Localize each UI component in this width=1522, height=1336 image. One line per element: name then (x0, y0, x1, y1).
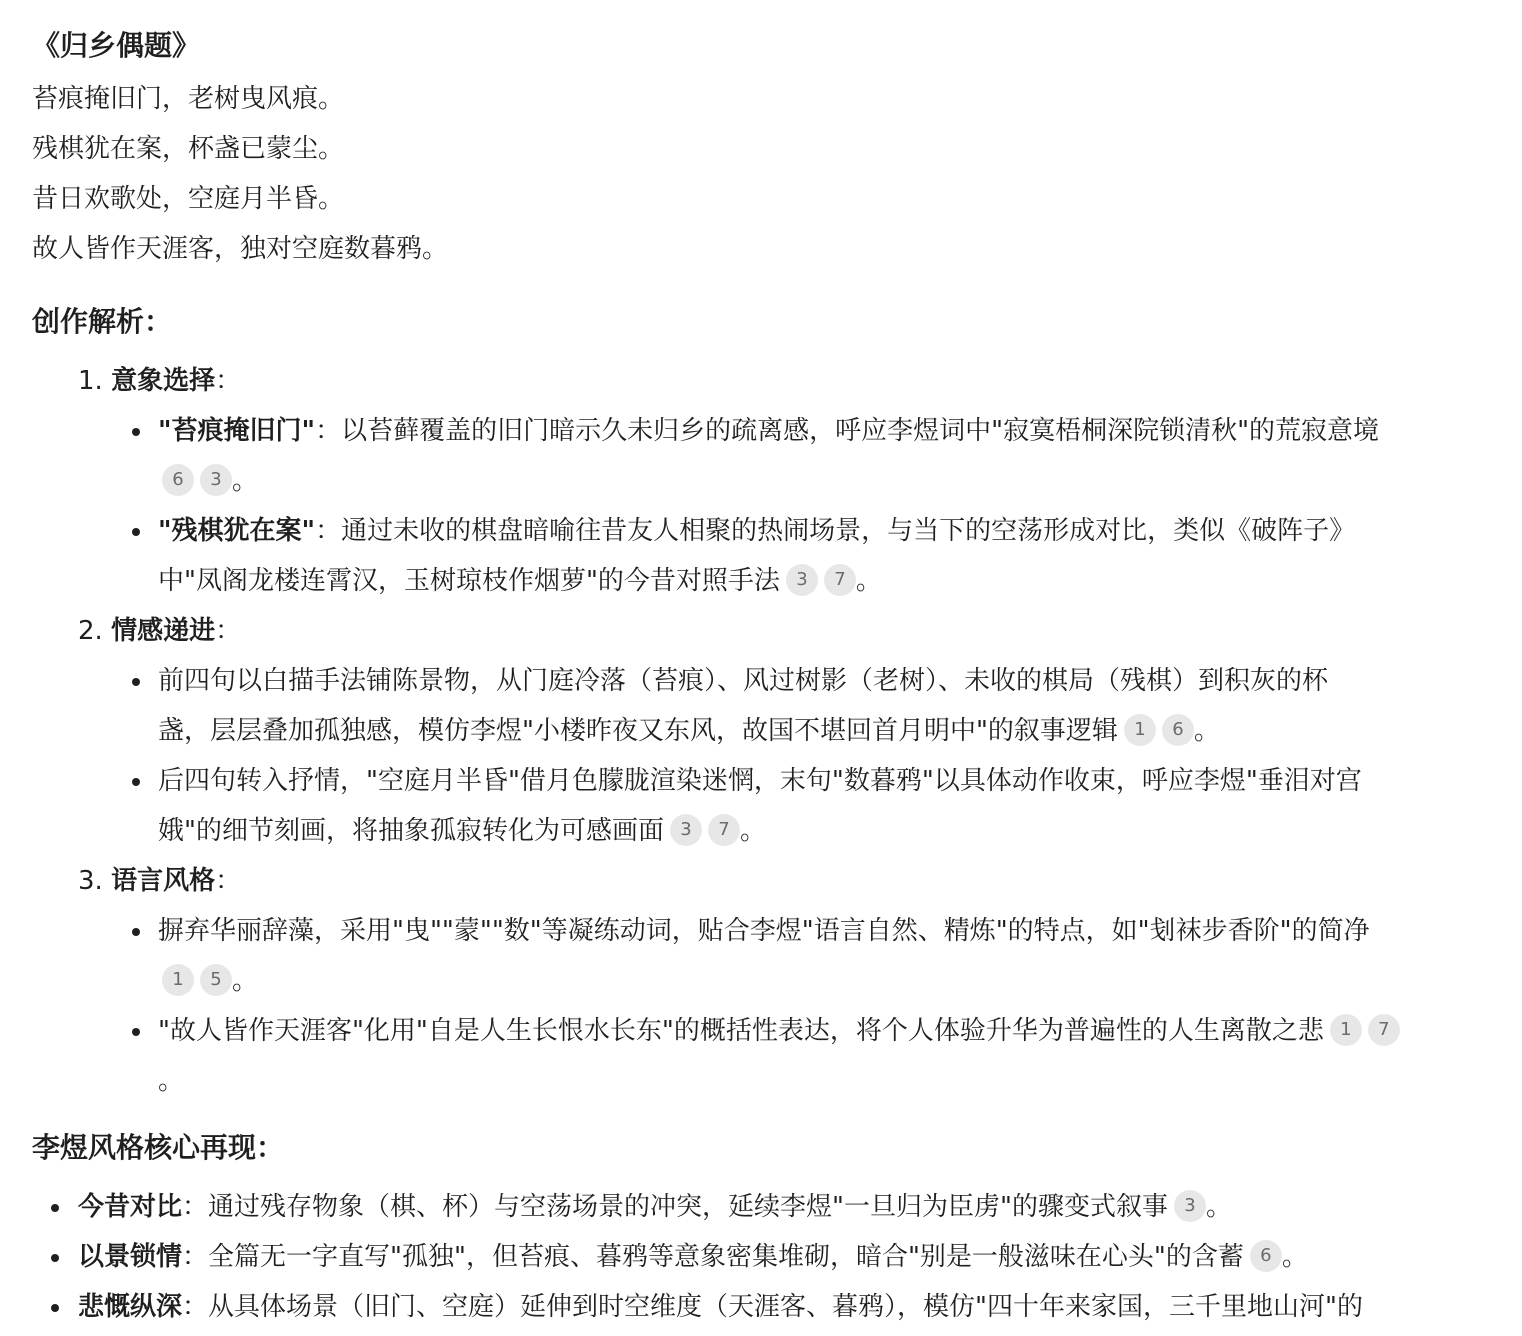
sub-list (78, 656, 1512, 856)
poem-line: 苔痕掩旧门，老树曳风痕。 (32, 84, 345, 114)
bullet-dot (51, 1304, 59, 1312)
core-list (32, 1182, 1512, 1332)
citation-badge[interactable]: 7 (708, 814, 740, 846)
bullet-dot (132, 528, 140, 536)
sub-list-item: "残棋犹在案"：通过未收的棋盘暗喻往昔友人相聚的热闹场景，与当下的空荡形成对比，类似《破阵子》 中"凤阁龙楼连霄汉，玉树琼枝作烟萝"的今昔对照手法 3 7 。 (158, 506, 1512, 606)
citation-badge[interactable]: 1 (162, 964, 194, 996)
sub-list-item: 前四句以白描手法铺陈景物，从门庭冷落（苔痕）、风过树影（老树）、未收的棋局（残棋）到积灰的杯 盏，层层叠加孤独感，模仿李煜"小楼昨夜又东风，故国不堪回首月明中"的叙事逻辑 1 6 。 (158, 656, 1512, 756)
item-title: 语言风格 (111, 866, 216, 896)
citation-badge[interactable]: 6 (162, 464, 194, 496)
item-number: 3. (78, 866, 103, 896)
analysis-heading: 创作解析： (32, 305, 173, 338)
sub-list-item: "苔痕掩旧门"：以苔藓覆盖的旧门暗示久未归乡的疏离感，呼应李煜词中"寂寞梧桐深院锁清秋"的荒寂意境 6 3 。 (158, 406, 1512, 506)
citation-badge[interactable]: 7 (1368, 1014, 1400, 1046)
item-title: 情感递进 (111, 616, 216, 646)
bullet-dot (132, 928, 140, 936)
bullet-dot (132, 778, 140, 786)
sub-list-item: "故人皆作天涯客"化用"自是人生长恨水长东"的概括性表达，将个人体验升华为普遍性的人生离散之悲 1 7 。 (158, 1006, 1512, 1106)
bullet-dot (132, 678, 140, 686)
citation-badge[interactable]: 3 (670, 814, 702, 846)
core-heading: 李煜风格核心再现： (32, 1131, 285, 1164)
item-number: 2. (78, 616, 103, 646)
poem-line: 残棋犹在案，杯盏已蒙尘。 (32, 134, 345, 164)
sub-list (78, 406, 1512, 606)
citation-badge[interactable]: 3 (200, 464, 232, 496)
analysis-item: 1. 意象选择： "苔痕掩旧门"：以苔藓覆盖的旧门暗示久未归乡的疏离感，呼应李煜词中"寂寞梧桐深院锁清秋"的荒寂意境 6 3 。 "残棋犹在案"：通过未收的棋盘暗喻往昔友人相聚的热闹场景，与当下的空荡形成对比，类似《破阵子》 中"凤阁龙楼连霄汉，玉树琼枝作烟萝"的今昔对照手法 3 7 。 (78, 356, 1512, 606)
citation-badge[interactable]: 1 (1124, 714, 1156, 746)
citation-badge[interactable]: 3 (786, 564, 818, 596)
poem-line: 昔日欢歌处，空庭月半昏。 (32, 184, 345, 214)
analysis-list (32, 356, 1512, 1106)
poem-line: 故人皆作天涯客，独对空庭数暮鸦。 (32, 234, 449, 264)
bullet-dot (132, 1028, 140, 1036)
bullet-dot (51, 1254, 59, 1262)
core-list-item: 悲慨纵深：从具体场景（旧门、空庭）延伸到时空维度（天涯客、暮鸦），模仿"四十年来家国，三千里地山河"的 (78, 1282, 1512, 1332)
citation-badge[interactable]: 7 (824, 564, 856, 596)
sub-list (78, 906, 1512, 1106)
citation-badge[interactable]: 6 (1162, 714, 1194, 746)
analysis-item: 3. 语言风格： 摒弃华丽辞藻，采用"曳""蒙""数"等凝练动词，贴合李煜"语言自然、精炼"的特点，如"刬袜步香阶"的简净 1 5 。 "故人皆作天涯客"化用"自是人生长恨水长东"的概括性表达，将个人体验升华为普遍性的人生离散之悲 1 7 。 (78, 856, 1512, 1106)
analysis-item: 2. 情感递进： 前四句以白描手法铺陈景物，从门庭冷落（苔痕）、风过树影（老树）、未收的棋局（残棋）到积灰的杯 盏，层层叠加孤独感，模仿李煜"小楼昨夜又东风，故国不堪回首月明中"的叙事逻辑 1 6 。 后四句转入抒情，"空庭月半昏"借月色朦胧渲染迷惘，末句"数暮鸦"以具体动作收束，呼应李煜"垂泪对宫 娥"的细节刻画，将抽象孤寂转化为可感画面 3 7 。 (78, 606, 1512, 856)
bullet-dot (51, 1204, 59, 1212)
citation-badge[interactable]: 3 (1174, 1190, 1206, 1222)
citation-badge[interactable]: 1 (1330, 1014, 1362, 1046)
core-list-item: 以景锁情：全篇无一字直写"孤独"，但苔痕、暮鸦等意象密集堆砌，暗合"别是一般滋味在心头"的含蓄 6 。 (78, 1232, 1512, 1282)
core-list-item: 今昔对比：通过残存物象（棋、杯）与空荡场景的冲突，延续李煜"一旦归为臣虏"的骤变式叙事 3 。 (78, 1182, 1512, 1232)
citation-badge[interactable]: 6 (1250, 1240, 1282, 1272)
citation-badge[interactable]: 5 (200, 964, 232, 996)
item-number: 1. (78, 366, 103, 396)
bullet-dot (132, 428, 140, 436)
document (32, 24, 1512, 1332)
sub-list-item: 后四句转入抒情，"空庭月半昏"借月色朦胧渲染迷惘，末句"数暮鸦"以具体动作收束，呼应李煜"垂泪对宫 娥"的细节刻画，将抽象孤寂转化为可感画面 3 7 。 (158, 756, 1512, 856)
poem-title: 《归乡偶题》 (32, 29, 201, 62)
sub-list-item: 摒弃华丽辞藻，采用"曳""蒙""数"等凝练动词，贴合李煜"语言自然、精炼"的特点，如"刬袜步香阶"的简净 1 5 。 (158, 906, 1512, 1006)
item-title: 意象选择 (111, 366, 216, 396)
